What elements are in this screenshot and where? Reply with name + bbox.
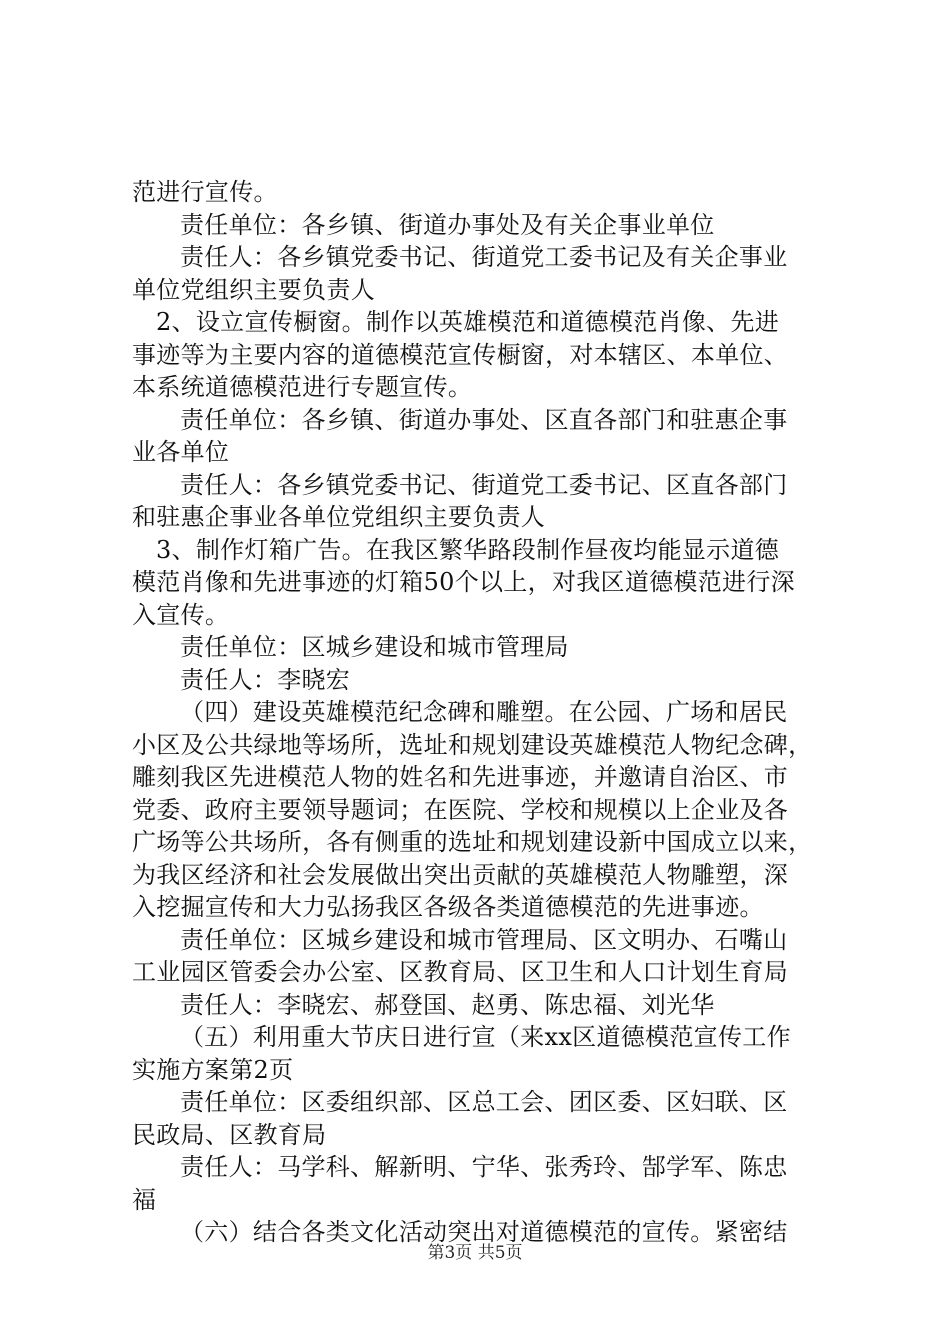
text-line: 入挖掘宣传和大力弘扬我区各级各类道德模范的先进事迹。 — [132, 893, 764, 921]
text-line: 责任单位：各乡镇、街道办事处、区直各部门和驻惠企事 — [180, 405, 788, 434]
text-line: 范进行宣传。 — [132, 178, 278, 206]
text-line: 为我区经济和社会发展做出突出贡献的英雄模范人物雕塑，深 — [132, 860, 789, 889]
page-footer — [0, 1241, 950, 1265]
text-line: 责任人：各乡镇党委书记、街道党工委书记、区直各部门 — [180, 470, 788, 499]
text-line: 广场等公共场所，各有侧重的选址和规划建设新中国成立以来， — [132, 828, 813, 856]
text-line: （四）建设英雄模范纪念碑和雕塑。在公园、广场和居民 — [180, 698, 788, 726]
text-line: 责任人：李晓宏 — [180, 665, 351, 694]
text-line: 业各单位 — [132, 438, 230, 466]
text-line: 福 — [132, 1185, 157, 1214]
text-line: 入宣传。 — [132, 600, 230, 629]
text-line: 实施方案第2页 — [132, 1055, 294, 1084]
text-line: 民政局、区教育局 — [132, 1120, 327, 1149]
text-line: 责任单位：区城乡建设和城市管理局 — [180, 633, 569, 661]
text-line: 责任单位：各乡镇、街道办事处及有关企事业单位 — [180, 210, 715, 239]
page-number: 第3页 共5页 — [427, 1243, 523, 1263]
text-line: 小区及公共绿地等场所，选址和规划建设英雄模范人物纪念碑， — [132, 730, 813, 759]
text-line: （六）结合各类文化活动突出对道德模范的宣传。紧密结 — [180, 1218, 788, 1246]
text-line: 党委、政府主要领导题词；在医院、学校和规模以上企业及各 — [132, 795, 789, 824]
text-line: 责任人：马学科、解新明、宁华、张秀玲、郜学军、陈忠 — [180, 1153, 788, 1181]
text-line: 事迹等为主要内容的道德模范宣传橱窗，对本辖区、本单位、 — [132, 340, 789, 369]
text-line: 责任单位：区委组织部、区总工会、团区委、区妇联、区 — [180, 1088, 788, 1116]
text-line: 工业园区管委会办公室、区教育局、区卫生和人口计划生育局 — [132, 958, 789, 986]
text-line: 3、制作灯箱广告。在我区繁华路段制作昼夜均能显示道德 — [156, 535, 780, 564]
text-line: 和驻惠企事业各单位党组织主要负责人 — [132, 503, 546, 531]
text-line: 单位党组织主要负责人 — [132, 275, 375, 304]
document-body — [132, 176, 832, 1249]
text-line: 责任单位：区城乡建设和城市管理局、区文明办、石嘴山 — [180, 925, 788, 954]
text-line: 本系统道德模范进行专题宣传。 — [132, 373, 473, 401]
text-line: 雕刻我区先进模范人物的姓名和先进事迹，并邀请自治区、市 — [132, 763, 789, 791]
text-line: 2、设立宣传橱窗。制作以英雄模范和道德模范肖像、先进 — [156, 308, 780, 336]
text-line: 模范肖像和先进事迹的灯箱50个以上，对我区道德模范进行深 — [132, 568, 795, 596]
text-line: 责任人：李晓宏、郝登国、赵勇、陈忠福、刘光华 — [180, 990, 715, 1019]
text-line: （五）利用重大节庆日进行宣（来xx区道德模范宣传工作 — [180, 1023, 791, 1051]
text-line: 责任人：各乡镇党委书记、街道党工委书记及有关企事业 — [180, 243, 788, 271]
